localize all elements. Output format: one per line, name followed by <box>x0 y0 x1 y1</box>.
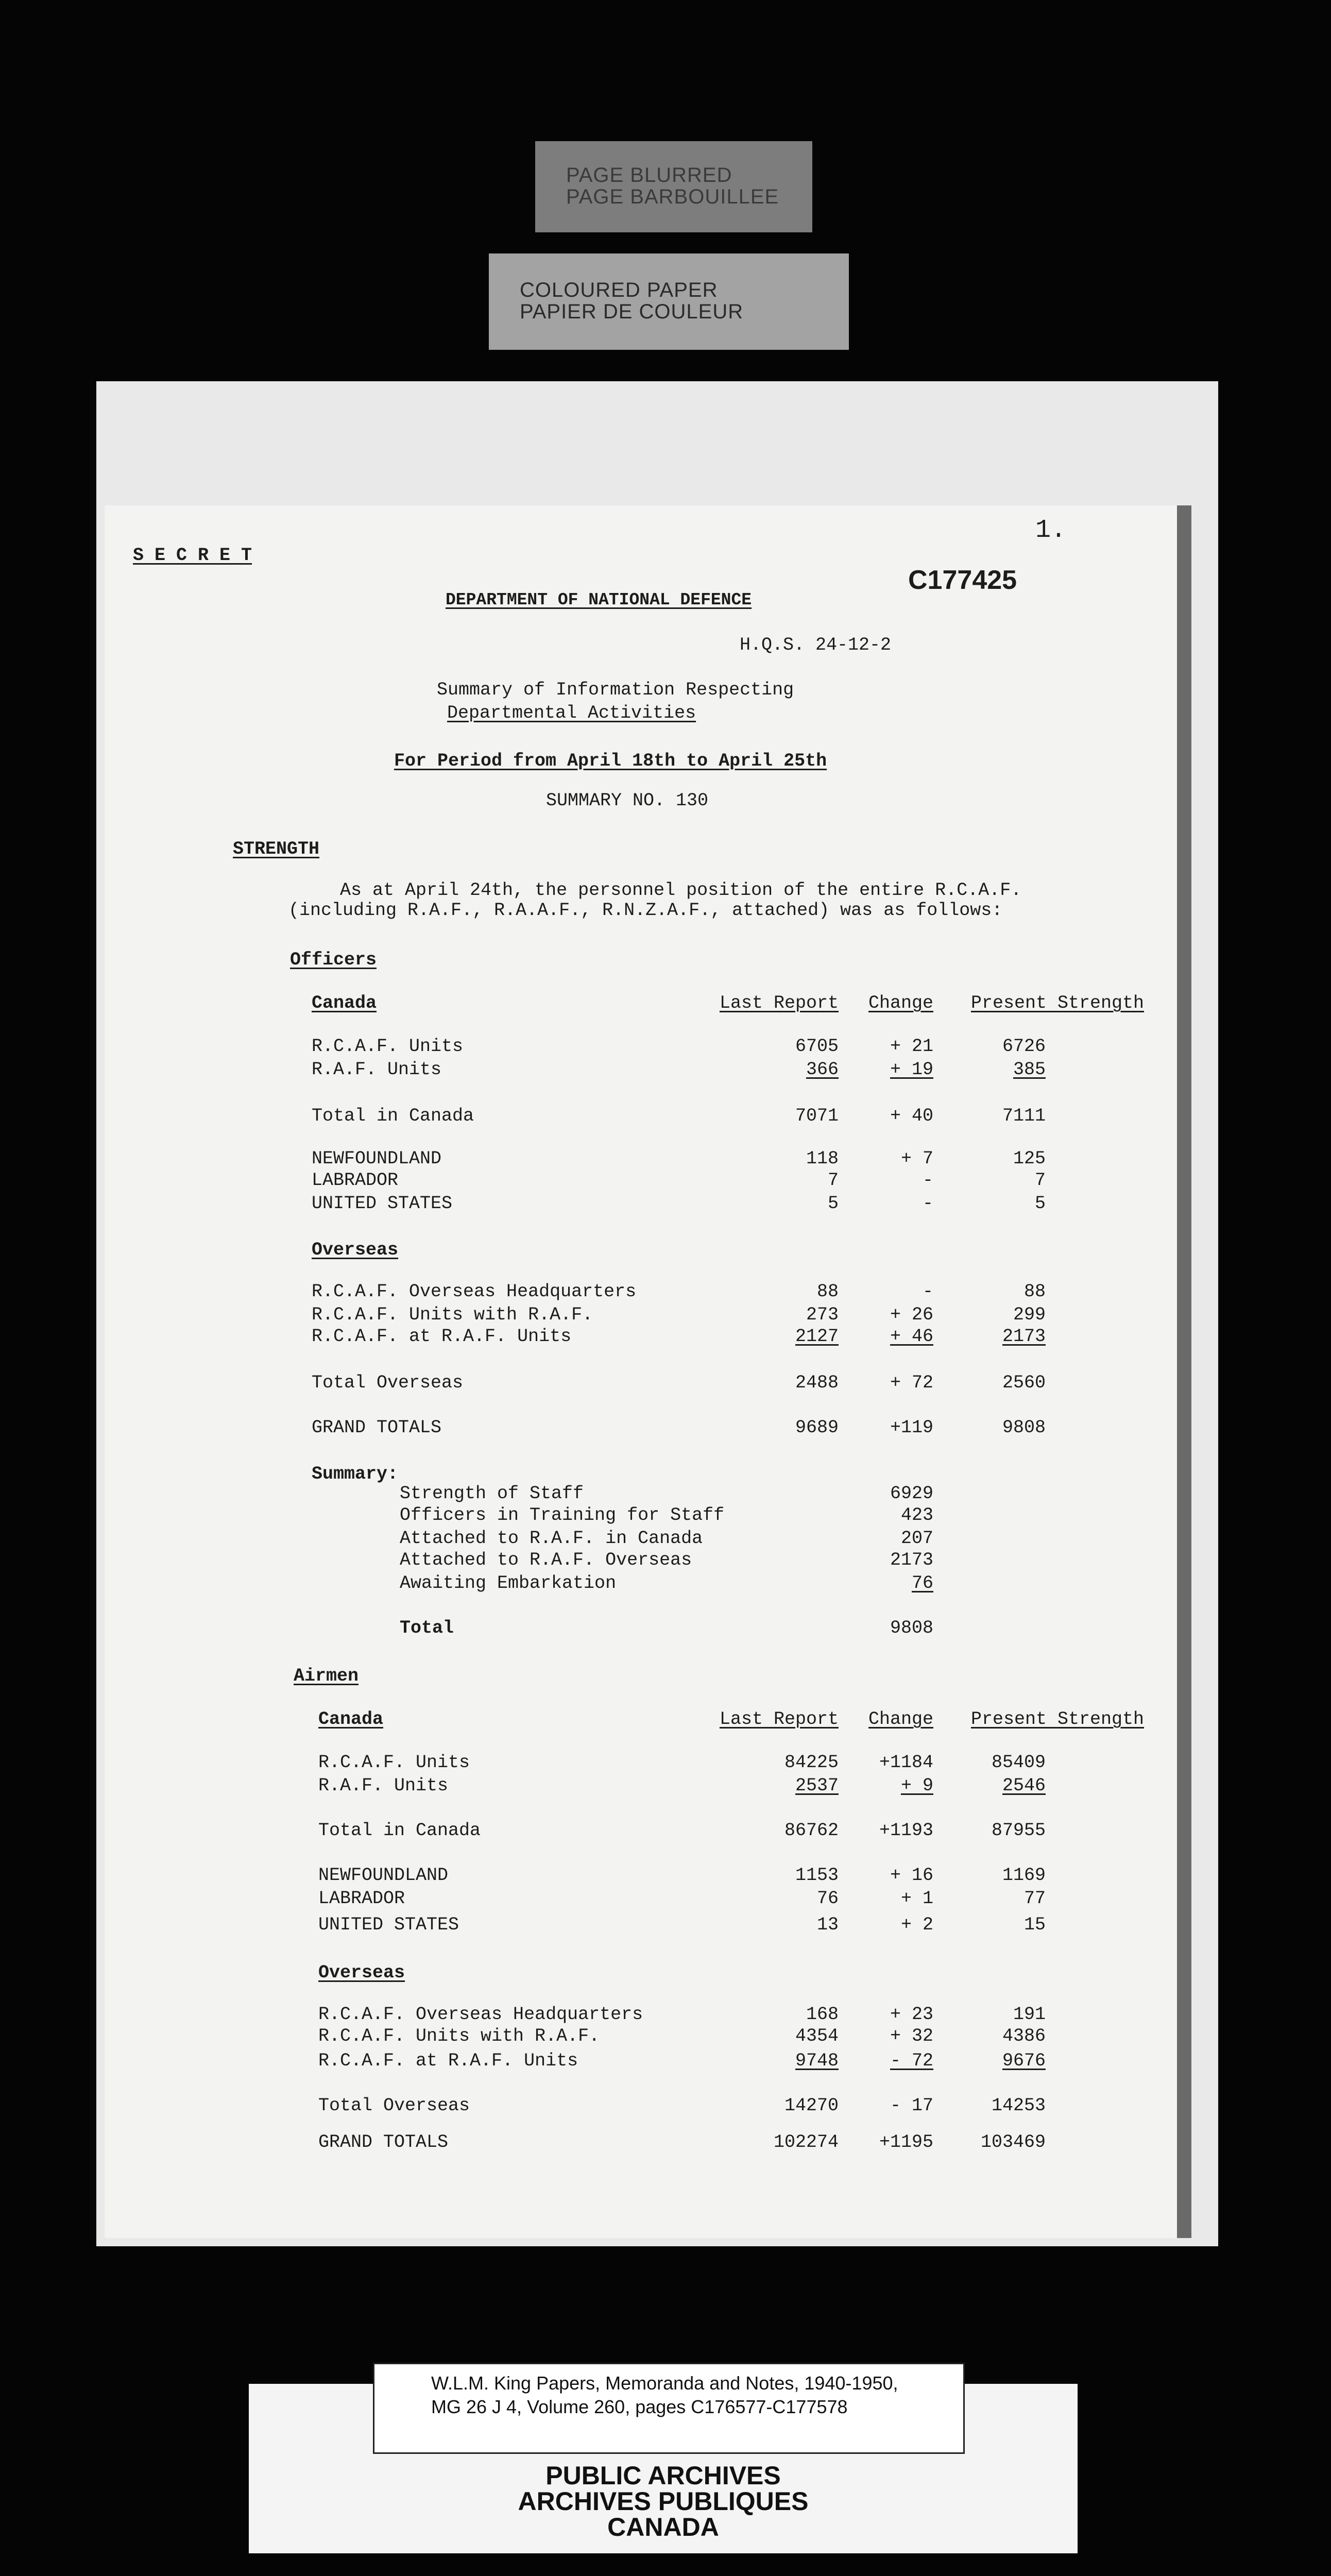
archives-line: ARCHIVES PUBLIQUES <box>518 2487 809 2516</box>
intro-line-1: As at April 24th, the personnel position of the entire R.C.A.F. <box>340 880 1022 901</box>
row-label: UNITED STATES <box>312 1193 453 1214</box>
cell-change: + 46 <box>890 1326 933 1347</box>
cell-last-report: 14270 <box>784 2095 839 2116</box>
summary-item-value: 207 <box>900 1528 933 1549</box>
page-number: 1. <box>1035 516 1067 545</box>
summary-total-value: 9808 <box>890 1618 933 1638</box>
row-label: LABRADOR <box>312 1170 399 1191</box>
row-label: R.C.A.F. at R.A.F. Units <box>312 1326 572 1347</box>
label-line: PAGE BARBOUILLEE <box>566 185 779 208</box>
period: For Period from April 18th to April 25th <box>394 751 827 771</box>
cell-last-report: 9748 <box>795 2050 839 2071</box>
cell-last-report: 118 <box>806 1148 839 1169</box>
department-heading: DEPARTMENT OF NATIONAL DEFENCE <box>446 590 752 609</box>
cell-change: - <box>922 1170 933 1191</box>
cell-last-report: 102274 <box>773 2132 839 2153</box>
cell-present-strength: 125 <box>1013 1148 1046 1169</box>
cell-change: + 9 <box>900 1775 933 1796</box>
cell-present-strength: 88 <box>1023 1281 1046 1302</box>
cell-change: + 1 <box>900 1888 933 1909</box>
cell-last-report: 366 <box>806 1059 839 1080</box>
cell-last-report: 86762 <box>784 1820 839 1841</box>
row-label: Total in Canada <box>318 1820 481 1841</box>
cell-last-report: 2537 <box>795 1775 839 1796</box>
summary-item-value: 2173 <box>890 1550 933 1570</box>
reference-number: C177425 <box>908 565 1017 595</box>
subsection-heading: Canada <box>312 993 377 1013</box>
subsection-heading: Overseas <box>312 1240 399 1260</box>
cell-last-report: 13 <box>816 1914 839 1935</box>
cell-change: + 26 <box>890 1304 933 1325</box>
cell-change: +1195 <box>879 2132 933 2153</box>
row-label: Total Overseas <box>312 1372 464 1393</box>
cell-present-strength: 1169 <box>1002 1865 1046 1886</box>
coloured-paper-label <box>489 253 849 350</box>
cell-last-report: 7 <box>827 1170 839 1191</box>
page-blurred-label <box>535 141 812 232</box>
cell-present-strength: 103469 <box>980 2132 1046 2153</box>
row-label: Total Overseas <box>318 2095 470 2116</box>
cell-change: + 40 <box>890 1106 933 1126</box>
cell-present-strength: 2173 <box>1002 1326 1046 1347</box>
row-label: NEWFOUNDLAND <box>318 1865 449 1886</box>
cell-last-report: 7071 <box>795 1106 839 1126</box>
row-label: R.C.A.F. Overseas Headquarters <box>318 2004 643 2025</box>
cell-change: + 72 <box>890 1372 933 1393</box>
row-label: R.A.F. Units <box>318 1775 449 1796</box>
cell-change: + 32 <box>890 2026 933 2046</box>
section-heading: STRENGTH <box>233 839 320 859</box>
archives-line: CANADA <box>607 2513 719 2541</box>
row-label: LABRADOR <box>318 1888 405 1909</box>
cell-present-strength: 7111 <box>1002 1106 1046 1126</box>
cell-last-report: 5 <box>827 1193 839 1214</box>
cell-last-report: 4354 <box>795 2026 839 2046</box>
title-line-1: Summary of Information Respecting <box>437 680 794 700</box>
label-line: PAPIER DE COULEUR <box>520 300 744 323</box>
row-label: R.C.A.F. Units with R.A.F. <box>312 1304 593 1325</box>
archives-line: PUBLIC ARCHIVES <box>545 2461 781 2490</box>
cell-present-strength: 5 <box>1034 1193 1046 1214</box>
citation-line-2: MG 26 J 4, Volume 260, pages C176577-C177578 <box>431 2396 848 2417</box>
row-label: UNITED STATES <box>318 1914 459 1935</box>
airmen-heading: Airmen <box>294 1666 359 1686</box>
label-line: COLOURED PAPER <box>520 279 718 301</box>
cell-change: + 2 <box>900 1914 933 1935</box>
column-header-change: Change <box>868 1709 933 1730</box>
cell-change: + 7 <box>900 1148 933 1169</box>
cell-change: - <box>922 1281 933 1302</box>
subsection-heading: Canada <box>318 1709 384 1730</box>
summary-item-value: 423 <box>900 1505 933 1526</box>
cell-change: - 17 <box>890 2095 933 2116</box>
cell-last-report: 2488 <box>795 1372 839 1393</box>
cell-present-strength: 14253 <box>991 2095 1046 2116</box>
cell-present-strength: 77 <box>1023 1888 1046 1909</box>
cell-present-strength: 7 <box>1034 1170 1046 1191</box>
cell-last-report: 88 <box>816 1281 839 1302</box>
archives-stamp <box>249 2463 1078 2540</box>
cell-present-strength: 15 <box>1023 1914 1046 1935</box>
cell-change: + 23 <box>890 2004 933 2025</box>
cell-present-strength: 4386 <box>1002 2026 1046 2046</box>
cell-change: +1193 <box>879 1820 933 1841</box>
cell-change: - 72 <box>890 2050 933 2071</box>
citation-box <box>373 2363 965 2454</box>
cell-present-strength: 385 <box>1013 1059 1046 1080</box>
column-header-change: Change <box>868 993 933 1013</box>
summary-item-label: Awaiting Embarkation <box>400 1573 617 1594</box>
label-line: PAGE BLURRED <box>566 164 732 187</box>
row-label: R.C.A.F. Units with R.A.F. <box>318 2026 600 2046</box>
row-label: R.C.A.F. Units <box>312 1036 464 1057</box>
cell-change: +1184 <box>879 1752 933 1773</box>
summary-item-value: 76 <box>911 1573 933 1594</box>
cell-present-strength: 85409 <box>991 1752 1046 1773</box>
officers-heading: Officers <box>290 950 377 970</box>
cell-present-strength: 2560 <box>1002 1372 1046 1393</box>
summary-item-label: Attached to R.A.F. Overseas <box>400 1550 692 1570</box>
cell-last-report: 273 <box>806 1304 839 1325</box>
cell-last-report: 6705 <box>795 1036 839 1057</box>
intro-line-2: (including R.A.F., R.A.A.F., R.N.Z.A.F., attached) was as follows: <box>288 900 1003 921</box>
row-label: GRAND TOTALS <box>318 2132 449 2153</box>
column-header-present-strength: Present Strength <box>971 1709 1145 1730</box>
cell-change: + 16 <box>890 1865 933 1886</box>
subsection-heading: Overseas <box>318 1962 405 1983</box>
cell-present-strength: 9808 <box>1002 1417 1046 1438</box>
summary-number: SUMMARY NO. 130 <box>546 790 709 811</box>
row-label: NEWFOUNDLAND <box>312 1148 442 1169</box>
row-label: R.C.A.F. Units <box>318 1752 470 1773</box>
summary-heading: Summary: <box>312 1464 399 1484</box>
file-number: H.Q.S. 24-12-2 <box>740 635 892 655</box>
summary-item-label: Strength of Staff <box>400 1483 584 1504</box>
row-label: R.C.A.F. at R.A.F. Units <box>318 2050 578 2071</box>
summary-item-label: Officers in Training for Staff <box>400 1505 725 1526</box>
cell-change: +119 <box>890 1417 933 1438</box>
row-label: Total in Canada <box>312 1106 474 1126</box>
row-label: R.A.F. Units <box>312 1059 442 1080</box>
cell-present-strength: 2546 <box>1002 1775 1046 1796</box>
cell-present-strength: 87955 <box>991 1820 1046 1841</box>
title-line-2: Departmental Activities <box>447 703 696 723</box>
cell-last-report: 84225 <box>784 1752 839 1773</box>
cell-present-strength: 191 <box>1013 2004 1046 2025</box>
row-label: GRAND TOTALS <box>312 1417 442 1438</box>
classification: S E C R E T <box>133 545 252 566</box>
cell-change: + 21 <box>890 1036 933 1057</box>
row-label: R.C.A.F. Overseas Headquarters <box>312 1281 637 1302</box>
cell-last-report: 9689 <box>795 1417 839 1438</box>
column-header-last-report: Last Report <box>719 993 839 1013</box>
column-header-last-report: Last Report <box>719 1709 839 1730</box>
citation-line-1: W.L.M. King Papers, Memoranda and Notes, 1940-1950, <box>431 2372 898 2394</box>
cell-change: - <box>922 1193 933 1214</box>
summary-item-label: Attached to R.A.F. in Canada <box>400 1528 703 1549</box>
cell-last-report: 1153 <box>795 1865 839 1886</box>
cell-last-report: 168 <box>806 2004 839 2025</box>
cell-last-report: 2127 <box>795 1326 839 1347</box>
cell-present-strength: 9676 <box>1002 2050 1046 2071</box>
cell-present-strength: 299 <box>1013 1304 1046 1325</box>
cell-last-report: 76 <box>816 1888 839 1909</box>
cell-present-strength: 6726 <box>1002 1036 1046 1057</box>
summary-total-label: Total <box>400 1618 454 1638</box>
summary-item-value: 6929 <box>890 1483 933 1504</box>
cell-change: + 19 <box>890 1059 933 1080</box>
column-header-present-strength: Present Strength <box>971 993 1145 1013</box>
